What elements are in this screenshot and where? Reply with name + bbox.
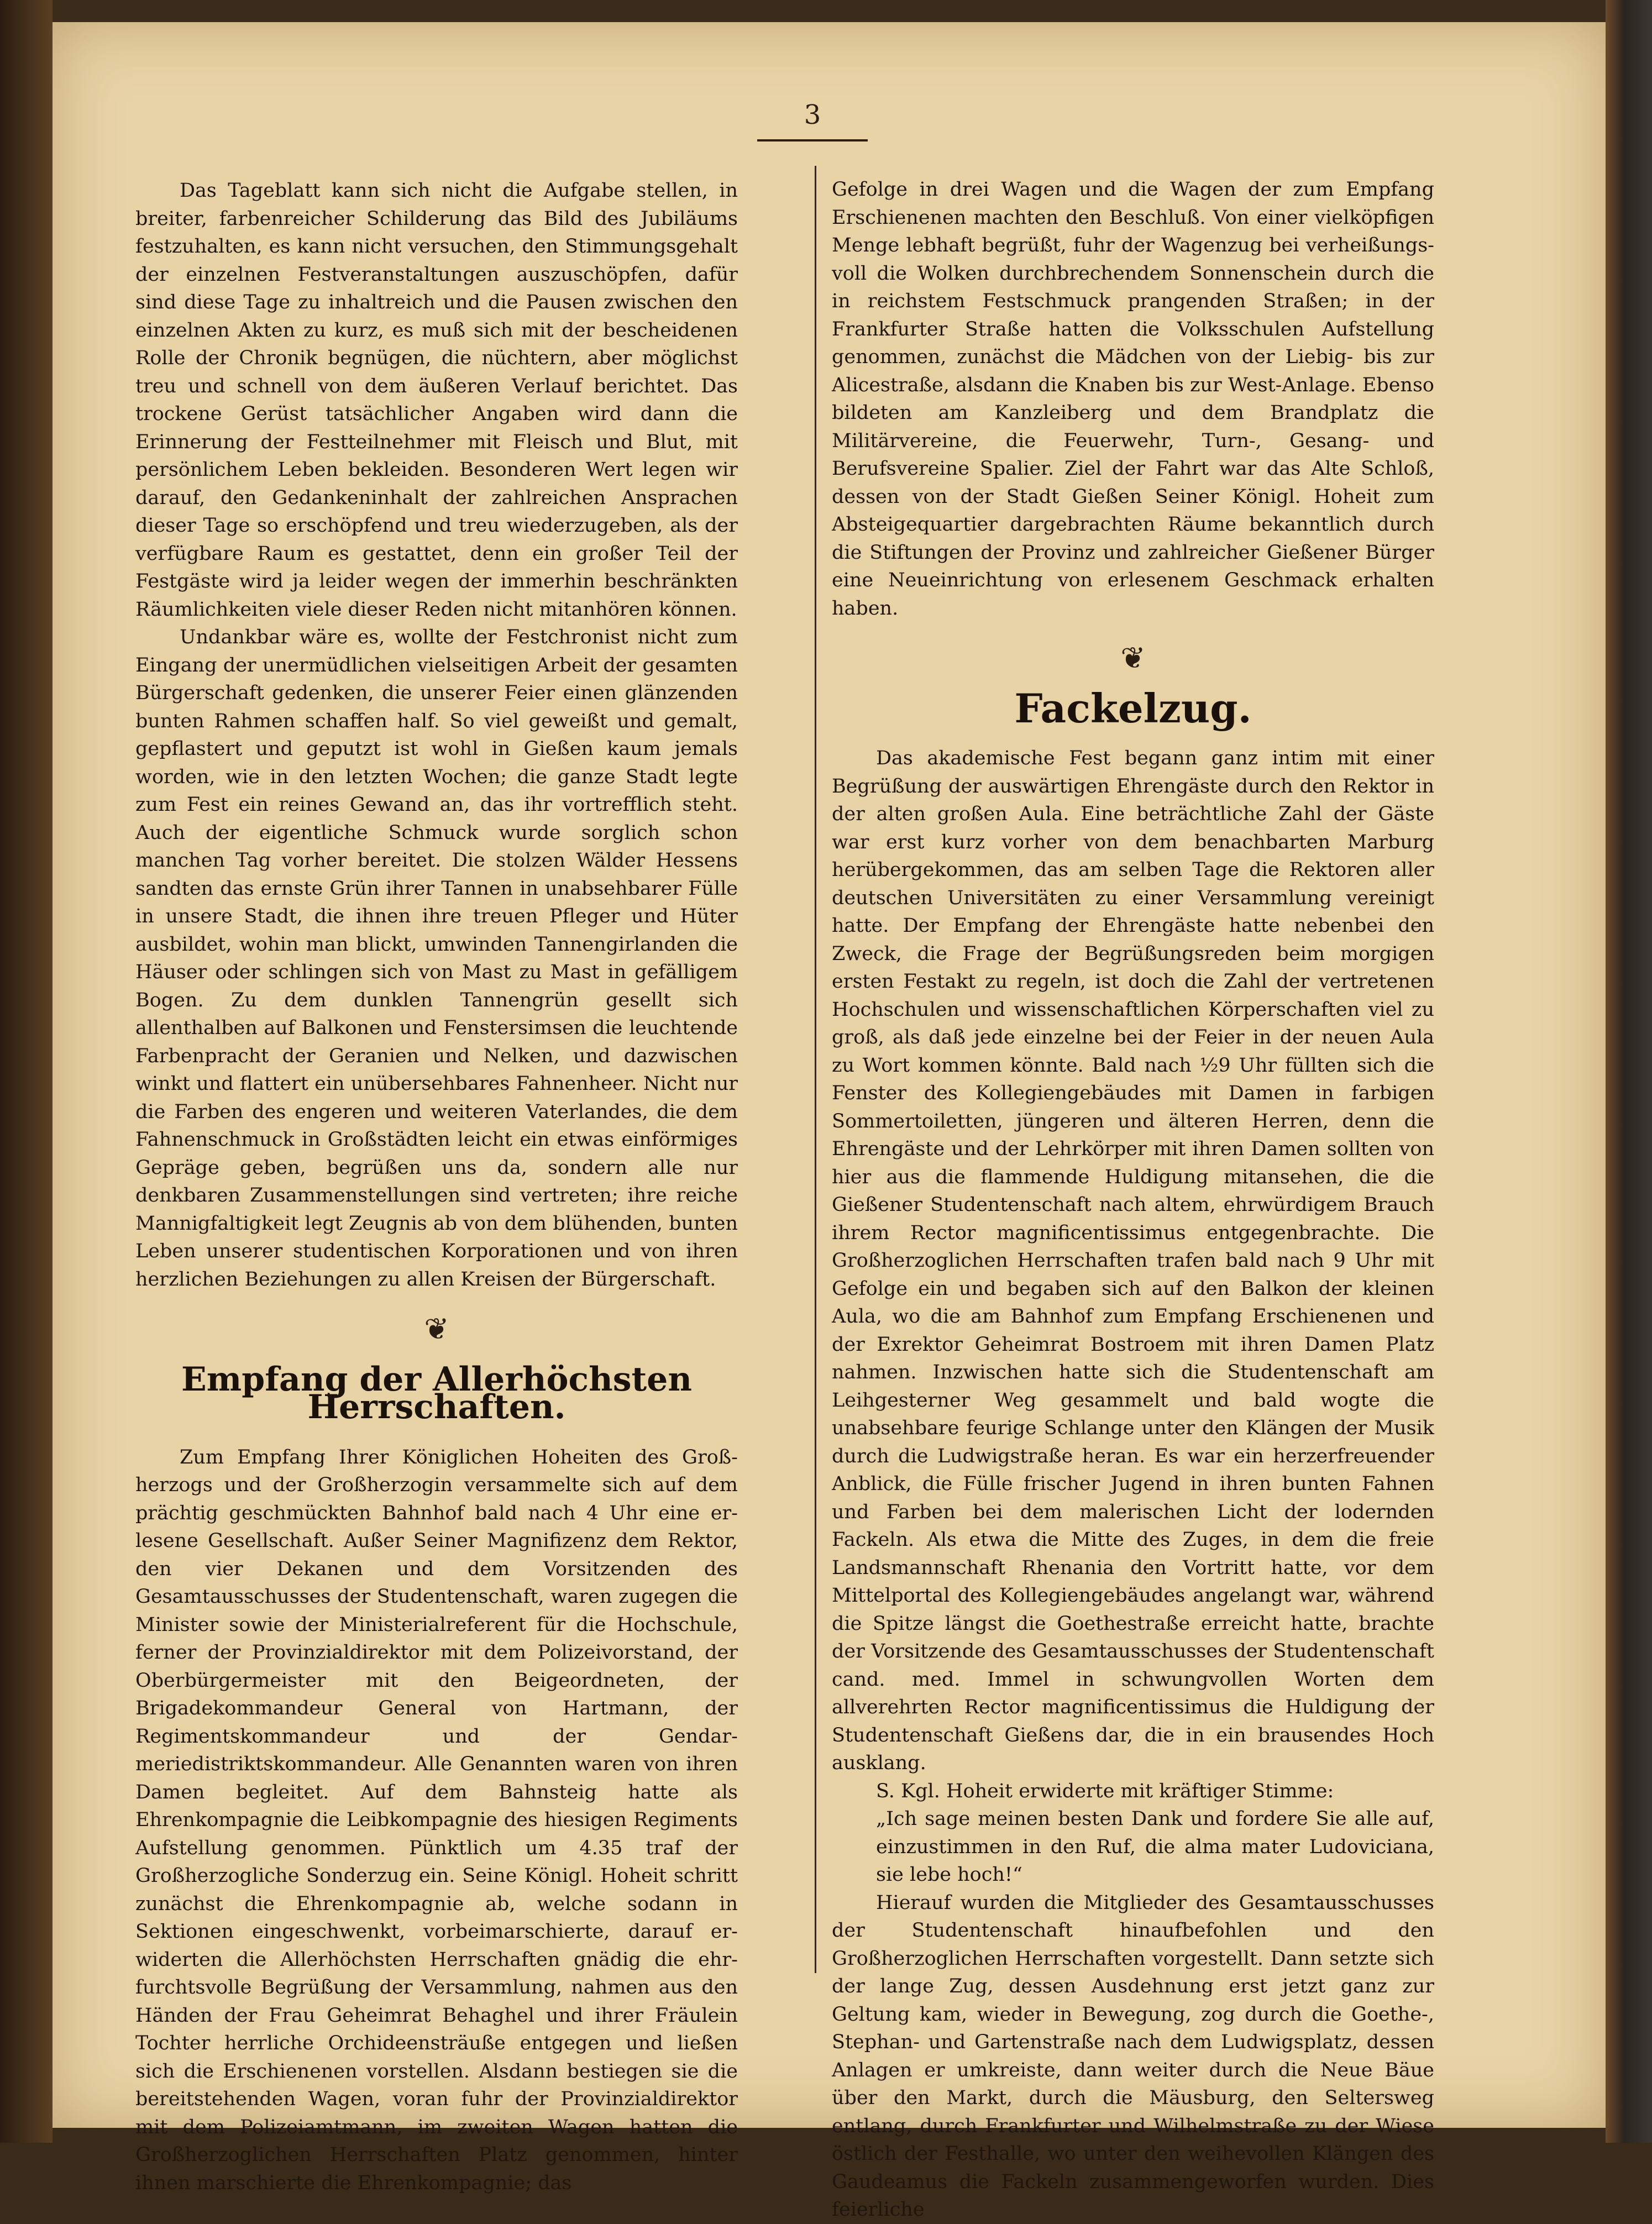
- ornament-icon: ❦: [424, 1312, 449, 1346]
- binding-gutter: [0, 0, 53, 2143]
- paragraph: Hierauf wurden die Mitglieder des Gesamtausschusses der Studentenschaft hinaufbefohlen und den Großherzoglichen Herrschaften vorgestellt. Dann setzte sich der lange Zug, dessen Ausdehnung erst jetzt ganz zur Geltung kam, wieder in Bewegung, zog durch die Goethe-, Stephan- und Gartenstraße nach dem Ludwigsplatz, dessen Anlagen er umkreiste, dann weiter durch die Neue Bäue über den Markt, durch die Mäusburg, den Seltersweg entlang, durch Frankfurter und Wilhelmstraße zu der Wiese östlich der Festhalle, wo unter den weihevollen Klängen des Gaudeamus die Fackeln zusammengeworfen wurden. Dies feierliche: [832, 1891, 1434, 2221]
- ornament-icon: ❦: [1120, 641, 1146, 675]
- paragraph: S. Kgl. Hoheit erwiderte mit kräftiger Stimme:: [876, 1780, 1334, 1802]
- section-heading: Empfang der Allerhöchsten Herrschaften.: [181, 1360, 692, 1426]
- book-spine: [1606, 0, 1652, 2143]
- paragraph: Undankbar wäre es, wollte der Festchronist nicht zum Eingang der unermüdlichen vielseitigen Arbeit der gesamten Bürgerschaft gedenken, die unserer Feier einen glänzenden bunten Rahmen schaffen half. So viel geweißt und gemalt, gepflastert und geputzt ist wohl in Gießen kaum jemals worden, wie in den letzten Wochen; die ganze Stadt legte zum Fest ein reines Gewand an, das ihr vortrefflich steht. Auch der eigentliche Schmuck wurde sorglich schon manchen Tag vorher bereitet. Die stolzen Wälder Hessens sandten das ernste Grün ihrer Tannen in unabsehbarer Fülle in unsere Stadt, die ihnen ihre treuen Pfleger und Hüter ausbildet, wohin man blickt, umwinden Tannengirlanden die Häuser oder schlingen sich von Mast zu Mast in gefälligem Bogen. Zu dem dunklen Tannengrün gesellt sich allenthalben auf Balkonen und Fenstersimsen die leuchtende Farbenpracht der Geranien und Nelken, und dazwischen winkt und flattert ein unübersehbares Fahnenheer. Nicht nur die Farben des engeren und weiteren Vaterlandes, die dem Fahnenschmuck in Großstädten leicht ein etwas einförmiges Gepräge geben, begrüßen uns da, sondern alle nur denkbaren Zusammenstellungen sind vertreten; ihre reiche Mannigfaltigkeit legt Zeugnis ab von dem blühenden, bunten Leben unserer studentischen Korporationen und von ihren herzlichen Beziehungen zu allen Kreisen der Bürgerschaft.: [135, 626, 738, 1291]
- right-column: [832, 176, 1434, 2224]
- paragraph: Das akademische Fest begann ganz intim mit einer Begrüßung der auswärtigen Ehrengäste durch den Rektor in der alten großen Aula. Eine beträchtliche Zahl der Gäste war erst kurz vorher von dem benachbarten Marburg herübergekommen, das am selben Tage die Rektoren aller deutschen Universitäten zu einer Versammlung vereinigt hatte. Der Empfang der Ehrengäste hatte nebenbei den Zweck, die Frage der Begrüßungsreden beim morgigen ersten Festakt zu regeln, ist doch die Zahl der vertretenen Hochschulen und wissenschaftlichen Körperschaften viel zu groß, als daß jede einzelne bei der Feier in der neuen Aula zu Wort kommen könnte. Bald nach ½9 Uhr füllten sich die Fenster des Kollegiengebäudes mit Damen in farbigen Sommertoiletten, jüngeren und älteren Herren, denn die Ehrengäste und der Lehrkörper mit ihren Damen sollten von hier aus die flammende Huldigung mitansehen, die die Gießener Studentenschaft nach altem, ehrwürdigem Brauch ihrem Rector magnificentissimus entgegenbrachte. Die Großherzoglichen Herrschaften trafen bald nach 9 Uhr mit Gefolge ein und begaben sich auf den Balkon der kleinen Aula, wo die am Bahnhof zum Empfang Erschienenen und der Exrektor Geheimrat Bostroem mit ihren Damen Platz nahmen. Inzwischen hatte sich die Studentenschaft am Leihgesterner Weg gesammelt und bald wogte die unabsehbare feurige Schlange unter den Klängen der Musik durch die Ludwigstraße heran. Es war ein herzerfreuender Anblick, die Fülle frischer Jugend in ihren bunten Fahnen und Farben bei dem malerischen Licht der lodernden Fackeln. Als etwa die Mitte des Zuges, in dem die freie Landsmannschaft Rhenania den Vortritt hatte, vor dem Mittelportal des Kollegiengebäudes angelangt war, während die Spitze längst die Goethestraße erreicht hatte, brachte der Vorsitzende des Gesamtausschusses der Studentenschaft cand. med. Immel in schwungvollen Worten dem allverehrten Rector magnificentissimus die Huldigung der Studentenschaft Gießens dar, die in ein brausendes Hoch ausklang.: [832, 747, 1434, 1774]
- section-heading: Fackelzug.: [1014, 684, 1252, 732]
- left-column: [135, 177, 738, 2197]
- column-divider: [815, 166, 816, 1973]
- paragraph: Das Tageblatt kann sich nicht die Aufgabe stellen, in breiter, farbenreicher Schilderung das Bild des Jubiläums festzuhalten, es kann nicht versuchen, den Stimmungsgehalt der einzelnen Festveranstaltungen auszuschöpfen, dafür sind diese Tage zu inhaltreich und die Pausen zwischen den einzelnen Akten zu kurz, es muß sich mit der bescheidenen Rolle der Chronik begnügen, die nüchtern, aber möglichst treu und schnell von dem äußeren Verlauf berichtet. Das trockene Gerüst tatsächlicher Angaben wird dann die Erinnerung der Festteilnehmer mit Fleisch und Blut, mit persönlichem Leben bekleiden. Besonderen Wert legen wir darauf, den Gedankeninhalt der zahlreichen Ansprachen dieser Tage so erschöpfend und treu wiederzugeben, als der verfügbare Raum es gestattet, denn ein großer Teil der Festgäste wird ja leider wegen der immerhin beschränkten Räumlichkeiten viele dieser Reden nicht mitanhören können.: [135, 180, 738, 621]
- paragraph: Gefolge in drei Wagen und die Wagen der zum Empfang Erschienenen machten den Beschluß. Von einer vielköpfigen Menge lebhaft begrüßt, fuhr der Wagenzug bei verheißungsvoll die Wolken durchbrechendem Sonnenschein durch die in reichstem Festschmuck prangenden Straßen; in der Frankfurter Straße hatten die Volksschulen Aufstellung genommen, zunächst die Mädchen von der Liebig- bis zur Alicestraße, alsdann die Knaben bis zur West-Anlage. Ebenso bildeten am Kanzleiberg und dem Brandplatz die Militärvereine, die Feuerwehr, Turn-, Gesang- und Berufsvereine Spalier. Ziel der Fahrt war das Alte Schloß, dessen von der Stadt Gießen Seiner Königl. Hoheit zum Absteigequartier dargebrachten Räume bekanntlich durch die Stiftungen der Provinz und zahlreicher Gießener Bürger eine Neueinrichtung von erlesenem Geschmack erhalten haben.: [832, 179, 1434, 620]
- paragraph: Zum Empfang Ihrer Königlichen Hoheiten des Großherzogs und der Großherzogin versammelte sich auf dem prächtig geschmückten Bahnhof bald nach 4 Uhr eine erlesene Gesellschaft. Außer Seiner Magnifizenz dem Rektor, den vier Dekanen und dem Vorsitzenden des Gesamtausschusses der Studentenschaft, waren zugegen die Minister sowie der Ministerialreferent für die Hochschule, ferner der Provinzialdirektor mit dem Polizeivorstand, der Oberbürgermeister mit den Beigeordneten, der Brigadekommandeur General von Hartmann, der Regimentskommandeur und der Gendarmeriedistriktskommandeur. Alle Genannten waren von ihren Damen begleitet. Auf dem Bahnsteig hatte als Ehrenkompagnie die Leibkompagnie des hiesigen Regiments Aufstellung genommen. Pünktlich um 4.35 traf der Großherzogliche Sonderzug ein. Seine Königl. Hoheit schritt zunächst die Ehrenkompagnie ab, welche sodann in Sektionen eingeschwenkt, vorbeimarschierte, darauf erwiderten die Allerhöchsten Herrschaften gnädig die ehrfurchtsvolle Begrüßung der Versammlung, nahmen aus den Händen der Frau Geheimrat Behaghel und ihrer Fräulein Tochter herrliche Orchideensträuße entgegen und ließen sich die Erschienenen vorstellen. Alsdann bestiegen sie die bereitstehenden Wagen, voran fuhr der Provinzialdirektor mit dem Polizeiamtmann, im zweiten Wagen hatten die Großherzoglichen Herrschaften Platz genommen, hinter ihnen marschierte die Ehrenkompagnie; das: [135, 1446, 738, 2194]
- quotation: „Ich sage meinen besten Dank und fordere Sie alle auf, einzustimmen in den Ruf, die alma mater Ludoviciana, sie lebe hoch!“: [876, 1808, 1434, 1886]
- page-number: 3: [804, 99, 821, 130]
- page-number-rule: [757, 139, 868, 141]
